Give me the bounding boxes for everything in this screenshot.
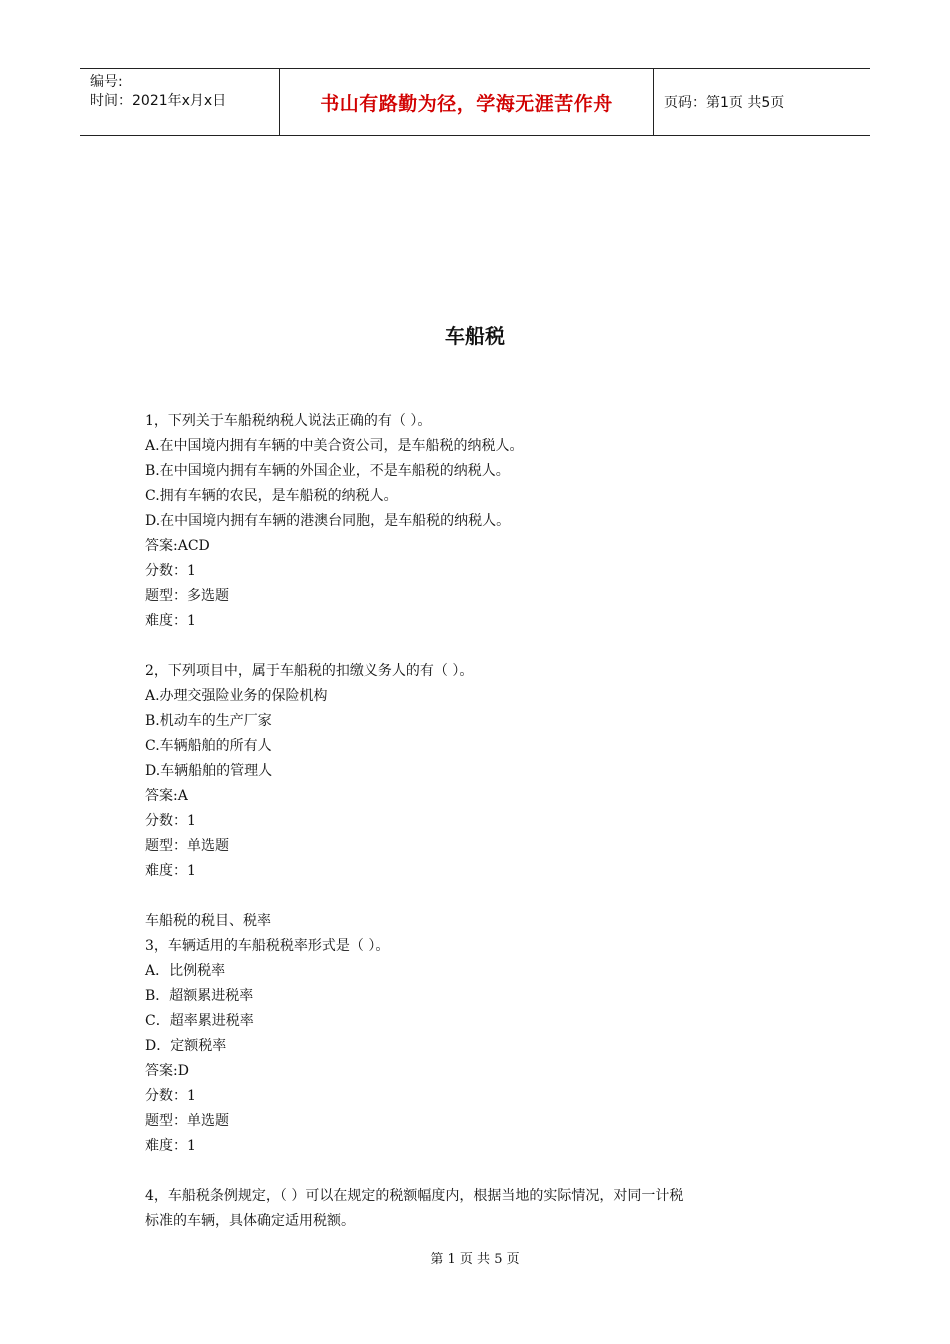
score: 分数：1 bbox=[145, 1088, 196, 1104]
question-3 bbox=[145, 934, 815, 1159]
question-text: 3，车辆适用的车船税税率形式是（ ）。 bbox=[145, 938, 390, 954]
document-body bbox=[145, 409, 815, 1234]
answer: 答案:A bbox=[145, 788, 188, 804]
answer: 答案:ACD bbox=[145, 538, 210, 554]
option-d: D．定额税率 bbox=[145, 1038, 227, 1054]
header-motto: 书山有路勤为径，学海无涯苦作舟 bbox=[320, 92, 613, 115]
question-type: 题型：单选题 bbox=[145, 1113, 229, 1129]
question-1 bbox=[145, 409, 815, 634]
option-a: A.在中国境内拥有车辆的中美合资公司，是车船税的纳税人。 bbox=[145, 438, 524, 454]
question-4 bbox=[145, 1184, 815, 1234]
question-type: 题型：多选题 bbox=[145, 588, 229, 604]
option-a: A.办理交强险业务的保险机构 bbox=[145, 688, 328, 704]
difficulty: 难度：1 bbox=[145, 613, 196, 629]
section-heading: 车船税的税目、税率 bbox=[145, 913, 271, 929]
option-d: D.在中国境内拥有车辆的港澳台同胞，是车船税的纳税人。 bbox=[145, 513, 511, 529]
difficulty: 难度：1 bbox=[145, 1138, 196, 1154]
option-b: B．超额累进税率 bbox=[145, 988, 254, 1004]
question-text: 1，下列关于车船税纳税人说法正确的有（ ）。 bbox=[145, 413, 432, 429]
header-meta bbox=[80, 69, 280, 135]
question-text-line-1: 4，车船税条例规定，（ ）可以在规定的税额幅度内，根据当地的实际情况，对同一计税 bbox=[145, 1188, 684, 1204]
score: 分数：1 bbox=[145, 813, 196, 829]
spacer bbox=[145, 1159, 815, 1184]
document-title: 车船税 bbox=[445, 324, 505, 348]
option-b: B.在中国境内拥有车辆的外国企业，不是车船税的纳税人。 bbox=[145, 463, 510, 479]
option-c: C.拥有车辆的农民，是车船税的纳税人。 bbox=[145, 488, 398, 504]
page-header bbox=[80, 68, 870, 136]
difficulty: 难度：1 bbox=[145, 863, 196, 879]
question-2 bbox=[145, 659, 815, 884]
document-number-label: 编号: bbox=[90, 74, 123, 90]
header-motto-cell bbox=[280, 69, 654, 135]
option-c: C．超率累进税率 bbox=[145, 1013, 254, 1029]
score: 分数：1 bbox=[145, 563, 196, 579]
option-b: B.机动车的生产厂家 bbox=[145, 713, 272, 729]
option-d: D.车辆船舶的管理人 bbox=[145, 763, 273, 779]
header-page-info: 页码：第1页 共5页 bbox=[664, 95, 785, 111]
spacer bbox=[145, 634, 815, 659]
document-time: 时间：2021年x月x日 bbox=[90, 93, 227, 109]
option-a: A．比例税率 bbox=[145, 963, 226, 979]
answer: 答案:D bbox=[145, 1063, 189, 1079]
question-text-line-2: 标准的车辆，具体确定适用税额。 bbox=[145, 1213, 355, 1229]
question-type: 题型：单选题 bbox=[145, 838, 229, 854]
spacer bbox=[145, 884, 815, 909]
page-footer: 第 1 页 共 5 页 bbox=[430, 1252, 520, 1267]
question-text: 2，下列项目中，属于车船税的扣缴义务人的有（ ）。 bbox=[145, 663, 474, 679]
option-c: C.车辆船舶的所有人 bbox=[145, 738, 272, 754]
